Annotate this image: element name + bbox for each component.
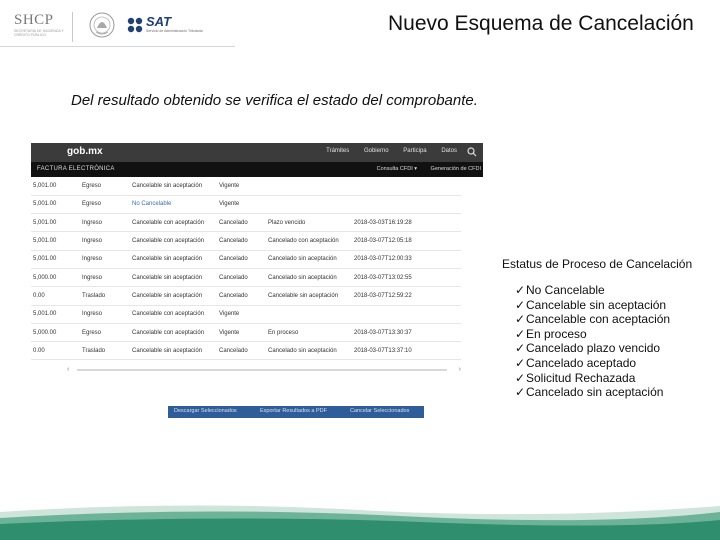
table-cell — [266, 305, 352, 323]
nav-gobierno[interactable]: Gobierno — [363, 148, 389, 154]
scroll-right-icon[interactable]: › — [458, 366, 461, 373]
sat-emblem-icon — [126, 16, 144, 34]
status-item-label: Solicitud Rechazada — [526, 370, 636, 385]
table-cell: Egreso — [80, 195, 130, 213]
table-cell: Cancelable sin aceptación — [266, 287, 352, 305]
table-cell: Ingreso — [80, 214, 130, 232]
checkmark-icon: ✓ — [515, 326, 526, 341]
table-cell — [266, 195, 352, 213]
table-cell — [352, 305, 461, 323]
table-cell: Cancelado — [217, 342, 266, 360]
status-item — [515, 341, 712, 356]
cancel-selected-button[interactable]: Cancelar Seleccionados — [350, 408, 410, 414]
checkmark-icon: ✓ — [515, 355, 526, 370]
status-item — [515, 283, 712, 298]
table-cell: Vigente — [217, 323, 266, 341]
table-cell: Cancelable sin aceptación — [130, 342, 217, 360]
table-cell: Egreso — [80, 323, 130, 341]
table-row[interactable] — [31, 342, 461, 360]
table-cell: Cancelado sin aceptación — [266, 268, 352, 286]
table-cell: Cancelable con aceptación — [130, 305, 217, 323]
nav-datos[interactable]: Datos — [441, 148, 457, 154]
table-cell: Cancelable sin aceptación — [130, 287, 217, 305]
table-cell: Ingreso — [80, 250, 130, 268]
table-row[interactable] — [31, 287, 461, 305]
table-cell: 5,001.00 — [31, 195, 80, 213]
table-cell: 5,001.00 — [31, 232, 80, 250]
sat-logo-text: SAT — [146, 14, 172, 29]
table-row[interactable] — [31, 177, 461, 195]
export-pdf-button[interactable]: Exportar Resultados a PDF — [260, 408, 327, 414]
consulta-cfdi-link[interactable]: Consulta CFDI ▾ — [376, 166, 418, 172]
checkmark-icon: ✓ — [515, 283, 526, 297]
table-cell: Traslado — [80, 342, 130, 360]
shcp-subtitle-line-1: SECRETARÍA DE HACIENDA Y — [14, 29, 64, 33]
status-list-heading: Estatus de Proceso de Cancelación — [502, 257, 693, 271]
status-item — [515, 298, 712, 313]
table-row[interactable] — [31, 268, 461, 286]
horizontal-scrollbar[interactable] — [61, 366, 463, 373]
table-cell — [352, 177, 461, 195]
table-cell: 5,001.00 — [31, 250, 80, 268]
table-cell — [266, 177, 352, 195]
table-cell: 0.00 — [31, 287, 80, 305]
table-row[interactable] — [31, 214, 461, 232]
table-cell: Cancelable con aceptación — [130, 323, 217, 341]
table-cell: Cancelado — [217, 232, 266, 250]
table-cell: 2018-03-07T12:05:18 — [352, 232, 461, 250]
checkmark-icon: ✓ — [515, 297, 526, 312]
table-cell: Traslado — [80, 287, 130, 305]
table-cell: Cancelado sin aceptación — [266, 342, 352, 360]
table-cell: 2018-03-07T13:37:10 — [352, 342, 461, 360]
table-cell: Cancelable sin aceptación — [130, 177, 217, 195]
status-item-label: Cancelable sin aceptación — [526, 297, 667, 312]
table-cell: Vigente — [217, 195, 266, 213]
table-cell: Ingreso — [80, 232, 130, 250]
coat-of-arms-icon — [88, 10, 116, 42]
generacion-cfdi-link[interactable]: Generación de CFDI — [430, 166, 481, 172]
table-cell: 5,000.00 — [31, 268, 80, 286]
table-cell: 2018-03-07T13:30:37 — [352, 323, 461, 341]
table-cell: 5,001.00 — [31, 214, 80, 232]
table-row[interactable] — [31, 305, 461, 323]
gobmx-brand[interactable]: gob.mx — [67, 146, 103, 157]
header-logos — [14, 10, 234, 46]
table-cell: Vigente — [217, 305, 266, 323]
scroll-track[interactable] — [77, 369, 447, 371]
table-row[interactable] — [31, 250, 461, 268]
status-item-label: Cancelado sin aceptación — [526, 385, 664, 400]
scroll-left-icon[interactable]: ‹ — [67, 366, 70, 373]
status-item — [515, 312, 712, 327]
table-cell: No Cancelable — [130, 195, 217, 213]
checkmark-icon: ✓ — [515, 385, 526, 400]
table-cell: Cancelado — [217, 287, 266, 305]
page-title: Nuevo Esquema de Cancelación — [388, 12, 694, 35]
slide-subtitle: Del resultado obtenido se verifica el estado del comprobante. — [71, 92, 478, 109]
action-button-bar — [168, 406, 424, 418]
table-cell: Cancelado — [217, 214, 266, 232]
cancellation-status-list — [502, 257, 712, 400]
checkmark-icon: ✓ — [515, 312, 526, 327]
table-row[interactable] — [31, 232, 461, 250]
status-item-label: En proceso — [526, 326, 587, 341]
footer-wave — [0, 498, 720, 540]
status-item-label: Cancelable con aceptación — [526, 312, 671, 327]
table-cell: 2018-03-07T13:02:55 — [352, 268, 461, 286]
checkmark-icon: ✓ — [515, 370, 526, 385]
results-table — [31, 177, 461, 360]
table-cell: Cancelable sin aceptación — [130, 268, 217, 286]
status-item — [515, 385, 712, 400]
logo-divider — [72, 12, 73, 42]
cfdi-results-screenshot — [31, 143, 483, 418]
table-cell — [352, 195, 461, 213]
gobmx-top-bar — [31, 143, 483, 162]
shcp-logo — [14, 12, 66, 44]
section-bar — [31, 162, 483, 177]
table-cell: Plazo vencido — [266, 214, 352, 232]
table-cell: Cancelable con aceptación — [130, 214, 217, 232]
table-cell: 2018-03-07T12:59:22 — [352, 287, 461, 305]
status-item — [515, 371, 712, 386]
status-item-label: Cancelado aceptado — [526, 355, 637, 370]
table-cell: 2018-03-07T12:00:33 — [352, 250, 461, 268]
status-item-label: Cancelado plazo vencido — [526, 341, 661, 356]
table-cell: Ingreso — [80, 268, 130, 286]
status-item — [515, 356, 712, 371]
sat-logo — [126, 14, 222, 40]
table-cell: En proceso — [266, 323, 352, 341]
table-cell: 5,001.00 — [31, 305, 80, 323]
table-cell: 2018-03-03T16:19:28 — [352, 214, 461, 232]
header-rule — [0, 46, 235, 47]
table-row[interactable] — [31, 195, 461, 213]
section-title: FACTURA ELECTRÓNICA — [37, 166, 115, 172]
status-items — [515, 283, 712, 400]
table-cell: Cancelable sin aceptación — [130, 250, 217, 268]
sat-subtitle: Servicio de Administración Tributaria — [146, 29, 203, 33]
table-cell: Egreso — [80, 177, 130, 195]
table-row[interactable] — [31, 323, 461, 341]
table-cell: Cancelado con aceptación — [266, 232, 352, 250]
status-item-label: No Cancelable — [526, 283, 605, 297]
status-item — [515, 327, 712, 342]
table-cell: Cancelado — [217, 268, 266, 286]
table-cell: Cancelado — [217, 250, 266, 268]
table-cell: Ingreso — [80, 305, 130, 323]
shcp-subtitle-line-2: CRÉDITO PÚBLICO — [14, 33, 47, 38]
table-cell: Cancelable con aceptación — [130, 232, 217, 250]
shcp-logo-text: SHCP — [14, 12, 54, 28]
section-links — [365, 166, 481, 172]
download-selected-button[interactable]: Descargar Seleccionados — [174, 408, 237, 414]
search-icon[interactable] — [467, 147, 477, 157]
checkmark-icon: ✓ — [515, 341, 526, 356]
table-cell: 0.00 — [31, 342, 80, 360]
nav-participa[interactable]: Participa — [403, 148, 427, 154]
table-cell: 5,000.00 — [31, 323, 80, 341]
top-nav — [313, 148, 457, 154]
table-cell: Cancelado sin aceptación — [266, 250, 352, 268]
nav-tramites[interactable]: Trámites — [326, 148, 350, 154]
table-cell: 5,001.00 — [31, 177, 80, 195]
table-cell: Vigente — [217, 177, 266, 195]
